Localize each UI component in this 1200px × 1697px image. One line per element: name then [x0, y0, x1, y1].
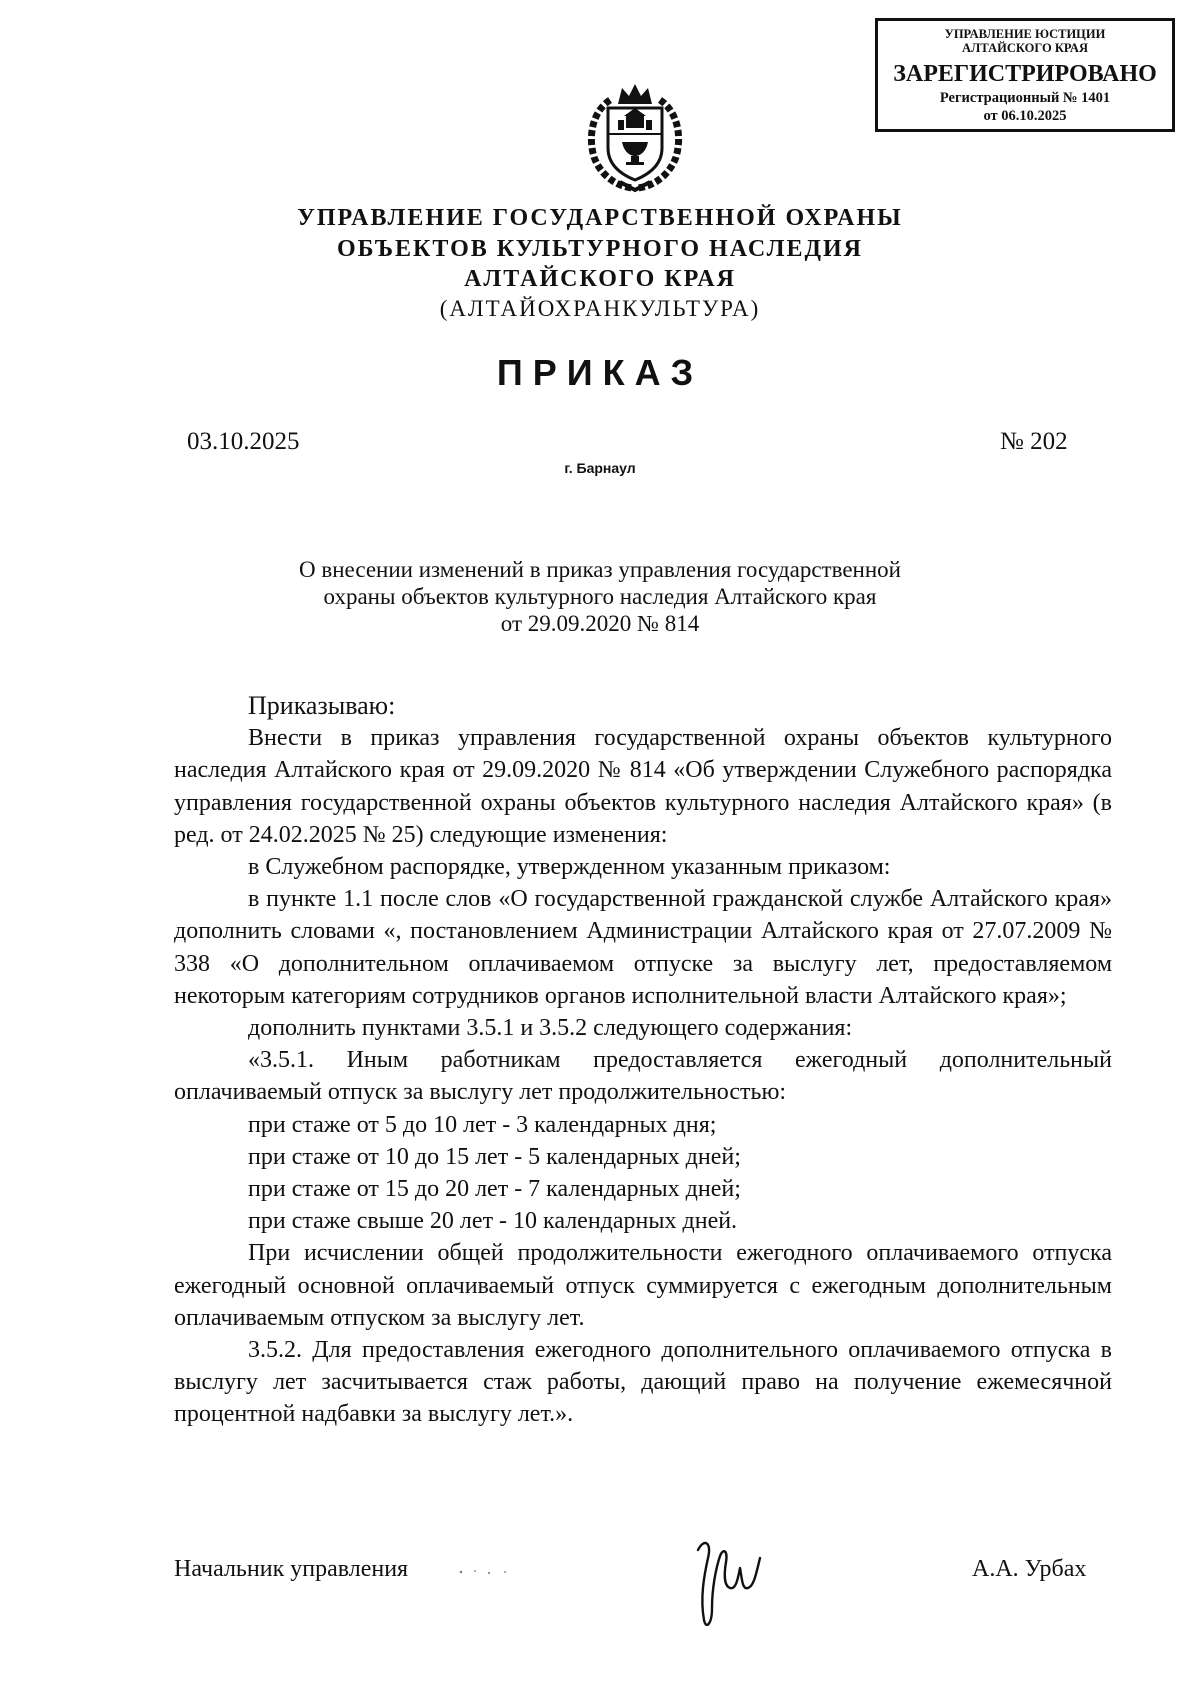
paragraph-order: Приказываю:: [248, 691, 396, 720]
org-name-line2: ОБЪЕКТОВ КУЛЬТУРНОГО НАСЛЕДИЯ: [337, 236, 863, 262]
signer-name: А.А. Урбах: [972, 1556, 1087, 1582]
org-name-line3: АЛТАЙСКОГО КРАЯ: [464, 266, 736, 292]
subject-line1: О внесении изменений в приказ управления государственной: [299, 557, 901, 582]
registration-stamp: [875, 18, 1175, 132]
document-body: [174, 690, 1112, 1431]
scan-dots: [455, 1566, 515, 1578]
stamp-authority-line2: АЛТАЙСКОГО КРАЯ: [962, 41, 1088, 55]
list-item: при стаже от 15 до 20 лет - 7 календарных дней;: [248, 1176, 741, 1203]
paragraph: «3.5.1. Иным работникам предоставляется ежегодный дополнительный оплачиваемый отпуск за выслугу лет продолжительностью:: [174, 1047, 1112, 1106]
document-date: 03.10.2025: [187, 428, 300, 455]
list-item: при стаже свыше 20 лет - 10 календарных дней.: [248, 1208, 738, 1235]
list-item: при стаже от 5 до 10 лет - 3 календарных дня;: [248, 1111, 717, 1138]
signer-position: Начальник управления: [174, 1556, 409, 1582]
stamp-authority-line1: УПРАВЛЕНИЕ ЮСТИЦИИ: [944, 27, 1106, 41]
paragraph: 3.5.2. Для предоставления ежегодного дополнительного оплачиваемого отпуска в выслугу лет засчитывается стаж работы, дающий право на получение ежемесячной процентной надбавки за выслугу лет.».: [174, 1337, 1112, 1428]
subject-line2: охраны объектов культурного наследия Алтайского края: [323, 584, 877, 609]
document-number: № 202: [1000, 428, 1068, 455]
list-item: при стаже от 10 до 15 лет - 5 календарных дней;: [248, 1143, 741, 1170]
paragraph: Внести в приказ управления государственной охраны объектов культурного наследия Алтайского края от 29.09.2020 № 814 «Об утверждении Служебного распорядка управления государственной охраны объектов культурного наследия Алтайского края» (в ред. от 24.02.2025 № 25) следующие изменения:: [174, 725, 1112, 848]
org-name-line1: УПРАВЛЕНИЕ ГОСУДАРСТВЕННОЙ ОХРАНЫ: [297, 205, 903, 231]
paragraph: дополнить пунктами 3.5.1 и 3.5.2 следующего содержания:: [248, 1015, 853, 1042]
paragraph: При исчислении общей продолжительности ежегодного оплачиваемого отпуска ежегодный основной оплачиваемый отпуск суммируется с ежегодным дополнительным оплачиваемым отпуском за выслугу лет.: [174, 1240, 1112, 1331]
document-subject: [0, 556, 1200, 637]
document-city: г. Барнаул: [564, 460, 636, 476]
paragraph: в пункте 1.1 после слов «О государственной гражданской службе Алтайского края» дополнить словами «, постановлением Администрации Алтайского края от 27.07.2009 № 338 «О дополнительном оплачиваемом отпуске за выслугу лет, предоставляемом некоторым категориям сотрудников органов исполнительной власти Алтайского края»;: [174, 886, 1112, 1009]
stamp-reg-date: от 06.10.2025: [983, 108, 1067, 124]
org-short-name: (АЛТАЙОХРАНКУЛЬТУРА): [439, 296, 761, 321]
stamp-reg-number: Регистрационный № 1401: [939, 90, 1111, 106]
coat-of-arms-icon: [580, 82, 690, 194]
subject-line3: от 29.09.2020 № 814: [500, 611, 700, 636]
document-title: ПРИКАЗ: [496, 352, 704, 393]
paragraph: в Служебном распорядке, утвержденном указанным приказом:: [248, 854, 891, 881]
stamp-status: ЗАРЕГИСТРИРОВАНО: [893, 61, 1157, 87]
handwritten-signature-icon: [690, 1528, 770, 1638]
